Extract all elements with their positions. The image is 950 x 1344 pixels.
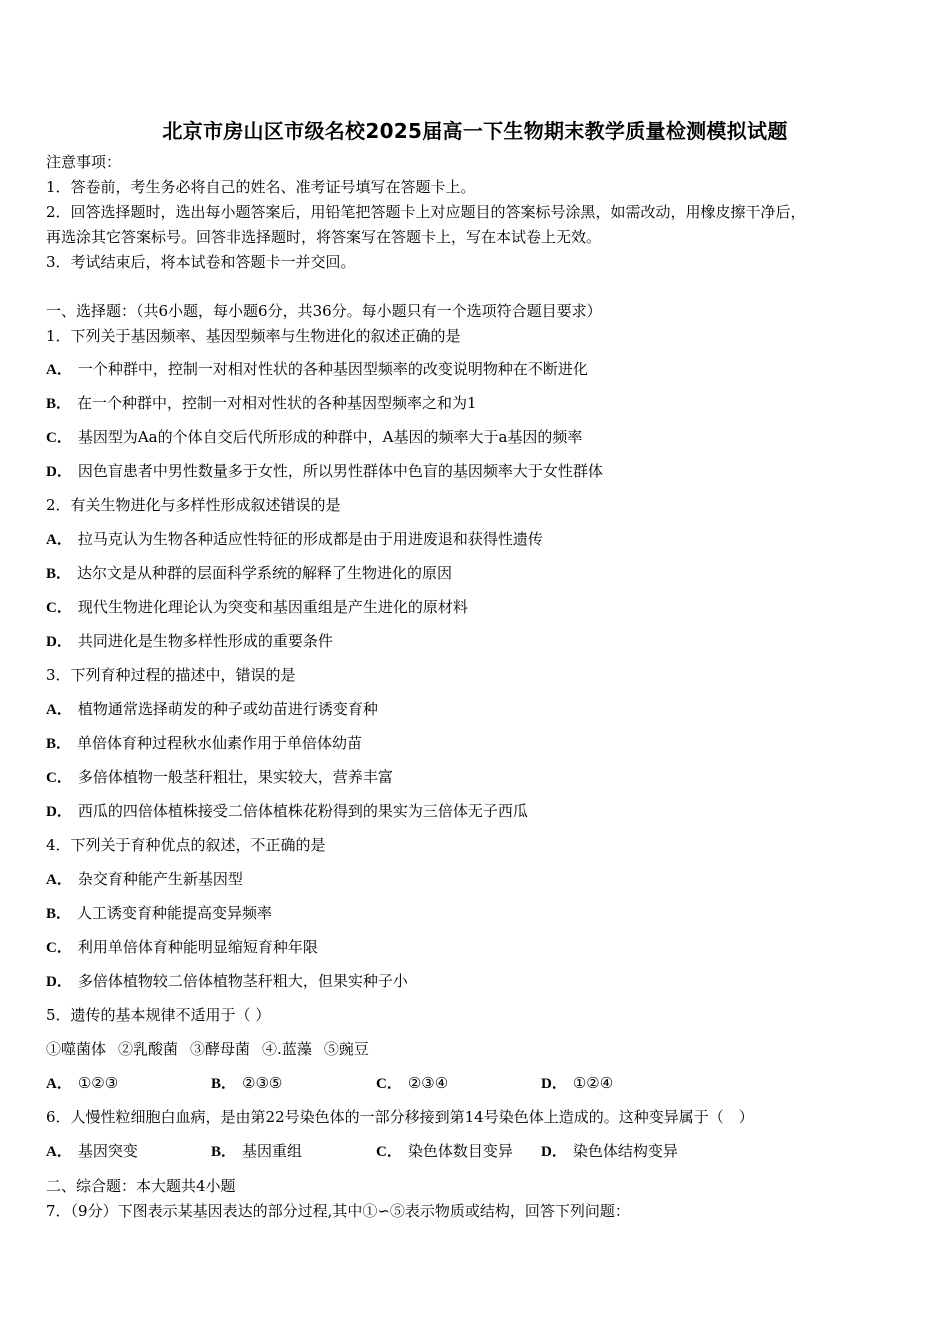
option-label: A． bbox=[46, 1076, 72, 1092]
organism-item: ②乳酸菌 bbox=[118, 1040, 179, 1058]
option-label: B． bbox=[46, 566, 72, 582]
option-text: 多倍体植物一般茎秆粗壮，果实较大，营养丰富 bbox=[77, 768, 393, 786]
option-a bbox=[46, 359, 588, 380]
option-text: 在一个种群中，控制一对相对性状的各种基因型频率之和为1 bbox=[77, 394, 477, 412]
section-heading: 一、选择题：（共6小题，每小题6分，共36分。每小题只有一个选项符合题目要求） bbox=[46, 302, 602, 320]
option-label: D． bbox=[46, 464, 72, 480]
notice-heading: 注意事项： bbox=[46, 153, 122, 171]
question-stem: 3．下列育种过程的描述中，错误的是 bbox=[46, 666, 296, 684]
option-b bbox=[46, 393, 477, 414]
option-label: B． bbox=[211, 1144, 237, 1160]
option-row bbox=[46, 1073, 613, 1094]
question-stem: 1．下列关于基因频率、基因型频率与生物进化的叙述正确的是 bbox=[46, 327, 461, 345]
option-text: 西瓜的四倍体植株接受二倍体植株花粉得到的果实为三倍体无子西瓜 bbox=[77, 802, 528, 820]
organism-item: ③酵母菌 bbox=[190, 1040, 251, 1058]
option-b bbox=[46, 563, 452, 584]
option-label: D． bbox=[541, 1144, 567, 1160]
option-c bbox=[46, 937, 318, 958]
option-d bbox=[541, 1141, 678, 1162]
option-label: A． bbox=[46, 702, 72, 718]
option-a bbox=[46, 529, 543, 550]
option-a bbox=[46, 869, 243, 890]
option-text: 杂交育种能产生新基因型 bbox=[77, 870, 243, 888]
option-text: 基因突变 bbox=[77, 1142, 138, 1160]
option-row bbox=[46, 1141, 678, 1162]
option-label: C． bbox=[46, 770, 72, 786]
option-text: ①②③ bbox=[77, 1074, 119, 1092]
option-b bbox=[46, 733, 362, 754]
option-label: C． bbox=[46, 600, 72, 616]
notice-item: 2．回答选择题时，选出每小题答案后，用铅笔把答题卡上对应题目的答案标号涂黑，如需改动，用橡皮擦干净后， bbox=[46, 203, 806, 221]
question-stem: 5．遗传的基本规律不适用于（ ） bbox=[46, 1006, 271, 1024]
option-text: 一个种群中，控制一对相对性状的各种基因型频率的改变说明物种在不断进化 bbox=[77, 360, 588, 378]
option-b bbox=[211, 1141, 376, 1162]
option-text: 染色体结构变异 bbox=[572, 1142, 678, 1160]
question-stem: 2．有关生物进化与多样性形成叙述错误的是 bbox=[46, 496, 341, 514]
option-c bbox=[46, 427, 582, 448]
option-d bbox=[46, 801, 528, 822]
option-d bbox=[541, 1073, 613, 1094]
option-a bbox=[46, 699, 378, 720]
option-text: 植物通常选择萌发的种子或幼苗进行诱变育种 bbox=[77, 700, 378, 718]
option-text: 共同进化是生物多样性形成的重要条件 bbox=[77, 632, 333, 650]
notice-item: 1．答卷前，考生务必将自己的姓名、准考证号填写在答题卡上。 bbox=[46, 178, 476, 196]
option-text: 基因重组 bbox=[242, 1142, 303, 1160]
organism-item: ①噬菌体 bbox=[46, 1040, 107, 1058]
question-stem: 4．下列关于育种优点的叙述，不正确的是 bbox=[46, 836, 326, 854]
option-a bbox=[46, 1073, 211, 1094]
option-label: D． bbox=[541, 1076, 567, 1092]
option-label: B． bbox=[46, 396, 72, 412]
option-label: C． bbox=[376, 1144, 402, 1160]
option-d bbox=[46, 971, 408, 992]
option-text: 现代生物进化理论认为突变和基因重组是产生进化的原材料 bbox=[77, 598, 468, 616]
notice-item: 再选涂其它答案标号。回答非选择题时，将答案写在答题卡上，写在本试卷上无效。 bbox=[46, 228, 602, 246]
option-d bbox=[46, 461, 603, 482]
option-label: C． bbox=[46, 940, 72, 956]
option-c bbox=[376, 1141, 541, 1162]
option-text: 染色体数目变异 bbox=[407, 1142, 513, 1160]
option-label: A． bbox=[46, 872, 72, 888]
option-label: A． bbox=[46, 1144, 72, 1160]
option-c bbox=[46, 597, 468, 618]
option-label: A． bbox=[46, 532, 72, 548]
option-text: 因色盲患者中男性数量多于女性，所以男性群体中色盲的基因频率大于女性群体 bbox=[77, 462, 603, 480]
question-stem: 7．（9分）下图表示某基因表达的部分过程,其中①∽⑤表示物质或结构，回答下列问题： bbox=[46, 1202, 630, 1220]
section-heading: 二、综合题：本大题共4小题 bbox=[46, 1177, 236, 1195]
option-label: D． bbox=[46, 634, 72, 650]
option-label: C． bbox=[376, 1076, 402, 1092]
option-label: C． bbox=[46, 430, 72, 446]
option-text: 多倍体植物较二倍体植物茎秆粗大，但果实种子小 bbox=[77, 972, 408, 990]
option-label: B． bbox=[46, 736, 72, 752]
option-text: 单倍体育种过程秋水仙素作用于单倍体幼苗 bbox=[77, 734, 363, 752]
organism-item: ④.蓝藻 bbox=[262, 1040, 312, 1058]
organism-item: ⑤豌豆 bbox=[323, 1040, 369, 1058]
option-label: B． bbox=[46, 906, 72, 922]
option-text: 拉马克认为生物各种适应性特征的形成都是由于用进废退和获得性遗传 bbox=[77, 530, 543, 548]
option-label: B． bbox=[211, 1076, 237, 1092]
option-text: 利用单倍体育种能明显缩短育种年限 bbox=[77, 938, 318, 956]
option-b bbox=[46, 903, 272, 924]
option-text: 达尔文是从种群的层面科学系统的解释了生物进化的原因 bbox=[77, 564, 453, 582]
option-text: ②③⑤ bbox=[242, 1074, 283, 1092]
option-a bbox=[46, 1141, 211, 1162]
option-label: D． bbox=[46, 974, 72, 990]
option-c bbox=[376, 1073, 541, 1094]
question-stem: 6．人慢性粒细胞白血病，是由第22号染色体的一部分移接到第14号染色体上造成的。这种变异属于（ ） bbox=[46, 1108, 754, 1126]
option-text: 人工诱变育种能提高变异频率 bbox=[77, 904, 273, 922]
option-c bbox=[46, 767, 393, 788]
option-text: ①②④ bbox=[572, 1074, 614, 1092]
option-label: A． bbox=[46, 362, 72, 378]
option-b bbox=[211, 1073, 376, 1094]
option-text: 基因型为Aa的个体自交后代所形成的种群中，A基因的频率大于a基因的频率 bbox=[77, 428, 583, 446]
organism-list bbox=[46, 1039, 381, 1059]
option-d bbox=[46, 631, 333, 652]
exam-title: 北京市房山区市级名校2025届高一下生物期末教学质量检测模拟试题 bbox=[162, 119, 788, 143]
option-text: ②③④ bbox=[407, 1074, 449, 1092]
notice-item: 3．考试结束后，将本试卷和答题卡一并交回。 bbox=[46, 253, 356, 271]
option-label: D． bbox=[46, 804, 72, 820]
